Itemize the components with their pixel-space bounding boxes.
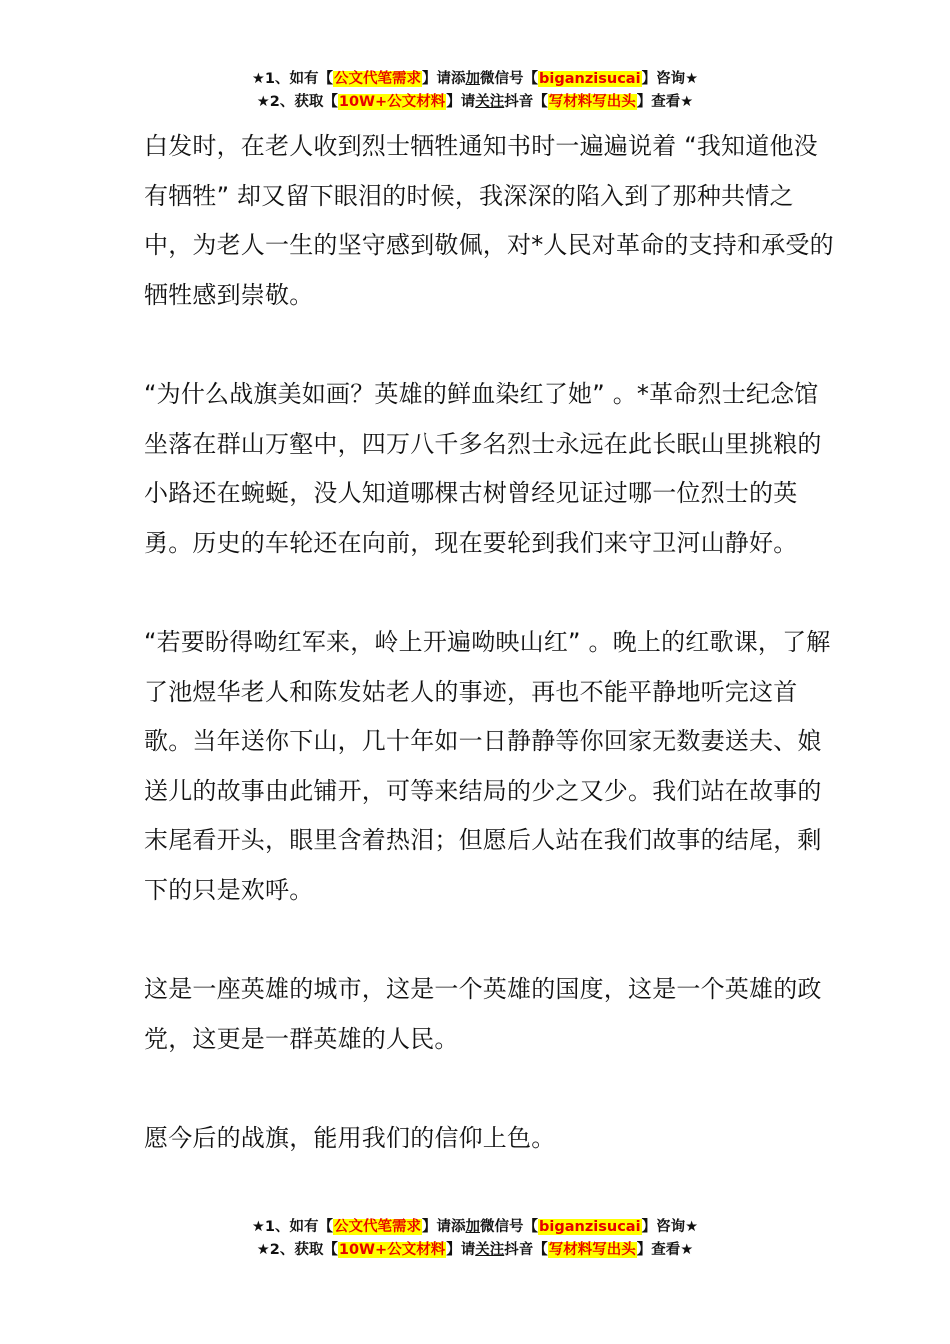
paragraph: 白发时，在老人收到烈士牺牲通知书时一遍遍说着 “我知道他没有牺牲” 却又留下眼泪的时候，我深深的陷入到了那种共情之中，为老人一生的坚守感到敬佩，对*人民对革命的支持和承受的牺牲感到崇敬。 [144, 132, 834, 309]
highlight-douyin-account: 写材料写出头 [548, 1242, 636, 1258]
banner-line-1: ★1、如有【公文代笔需求】请添加微信号【biganzisucai】咨询★ [251, 71, 699, 87]
highlight-materials: 10W+公文材料 [338, 94, 446, 110]
highlight-wechat-id: biganzisucai [539, 1219, 641, 1235]
highlight-materials: 10W+公文材料 [338, 1242, 446, 1258]
highlight-douyin-account: 写材料写出头 [548, 94, 636, 110]
document-body [144, 122, 834, 1163]
paragraph: “为什么战旗美如画？英雄的鲜血染红了她” 。*革命烈士纪念馆坐落在群山万壑中，四万八千多名烈士永远在此长眠山里挑粮的小路还在蜿蜒，没人知道哪棵古树曾经见证过哪一位烈士的英勇。历史的车轮还在向前，现在要轮到我们来守卫河山静好。 [144, 379, 822, 557]
paragraph: “若要盼得呦红军来，岭上开遍呦映山红” 。晚上的红歌课，了解了池煜华老人和陈发姑老人的事迹，再也不能平静地听完这首歌。当年送你下山，几十年如一日静静等你回家无数妻送夫、娘送儿的故事由此铺开，可等来结局的少之又少。我们站在故事的末尾看开头，眼里含着热泪；但愿后人站在我们故事的结尾，剩下的只是欢呼。 [144, 627, 831, 904]
highlight-service: 公文代笔需求 [334, 1219, 422, 1235]
paragraph: 愿今后的战旗，能用我们的信仰上色。 [144, 1123, 556, 1152]
banner-line-2: ★2、获取【10W+公文材料】请关注抖音【写材料写出头】查看★ [256, 94, 694, 110]
highlight-service: 公文代笔需求 [334, 71, 422, 87]
header-banner [0, 68, 950, 114]
paragraph: 这是一座英雄的城市，这是一个英雄的国度，这是一个英雄的政党，这更是一群英雄的人民。 [144, 975, 822, 1053]
footer-banner [0, 1216, 950, 1262]
banner-line-2: ★2、获取【10W+公文材料】请关注抖音【写材料写出头】查看★ [256, 1242, 694, 1258]
banner-line-1: ★1、如有【公文代笔需求】请添加微信号【biganzisucai】咨询★ [251, 1219, 699, 1235]
highlight-wechat-id: biganzisucai [539, 71, 641, 87]
